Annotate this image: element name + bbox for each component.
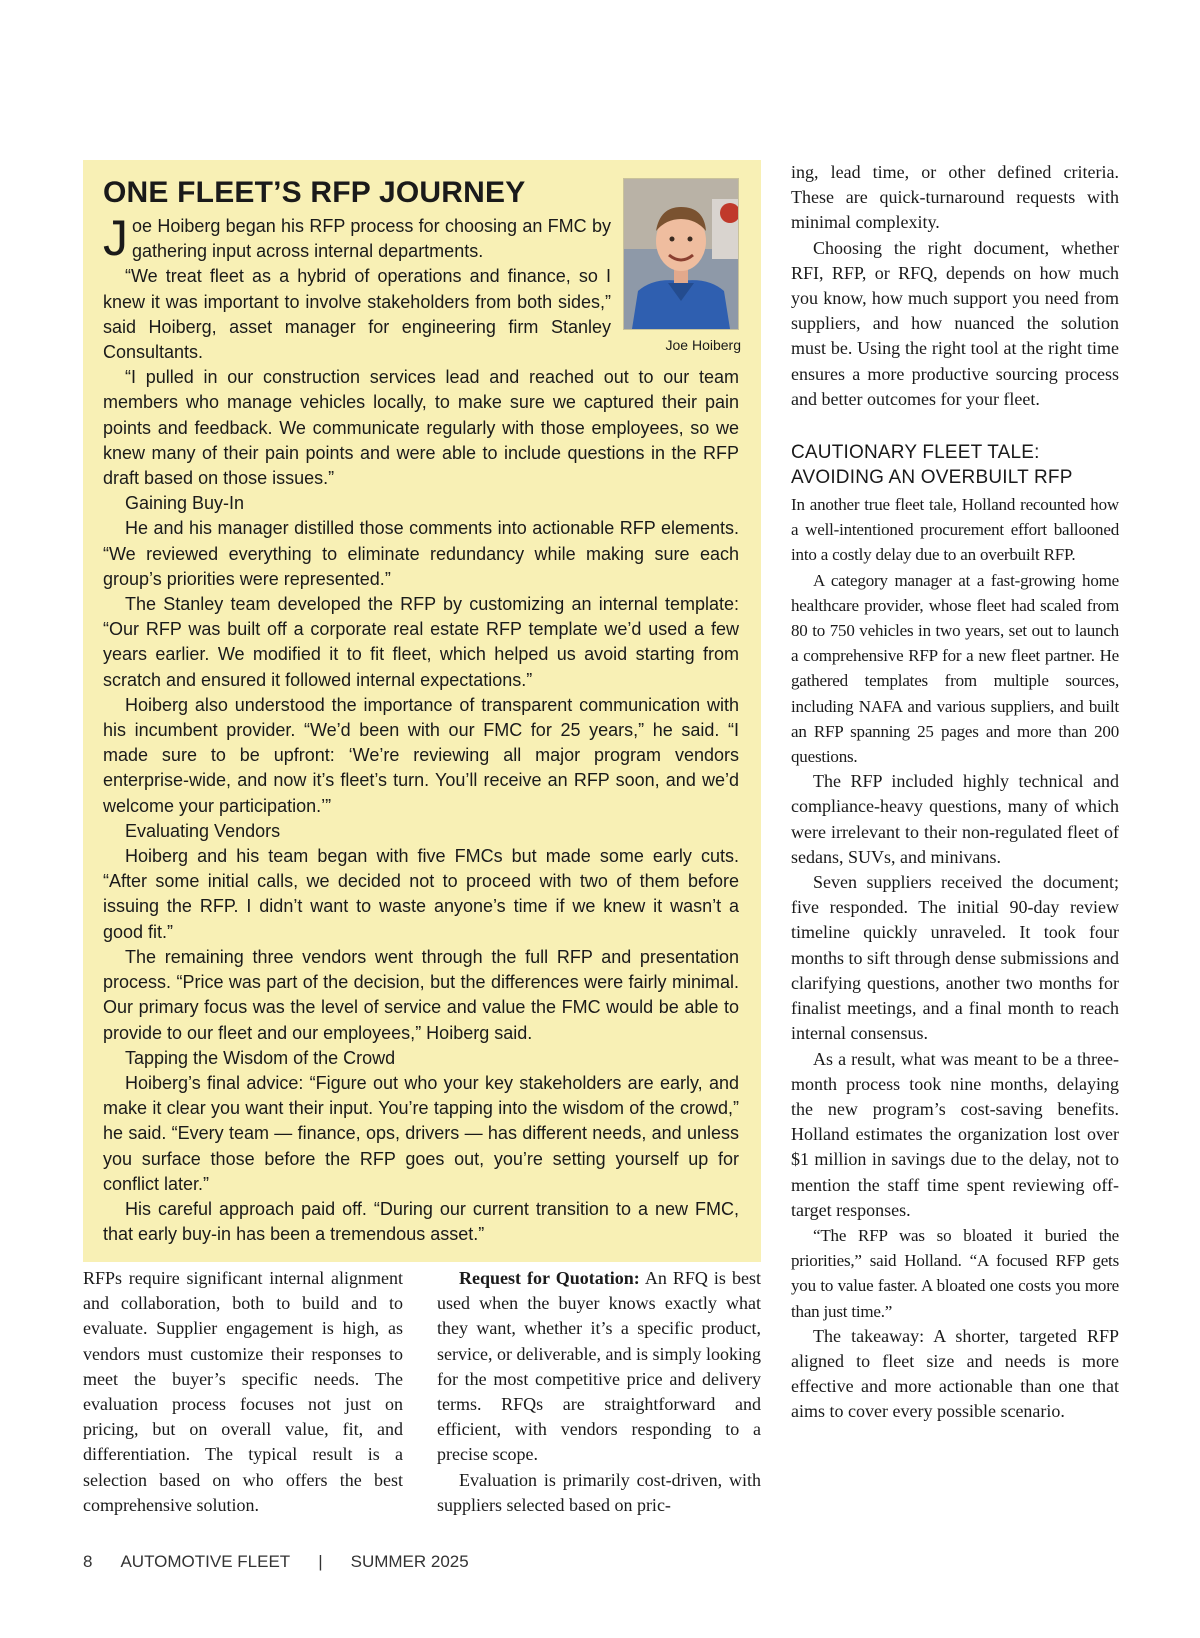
sidebar-subheading: Gaining Buy-In (125, 493, 245, 514)
body-paragraph: “The RFP was so bloated it buried the priorities,” said Holland. “A focused RFP gets you to value faster. A bloated one costs you more than just time.” (791, 1225, 1119, 1321)
photo-block (623, 178, 741, 354)
body-paragraph: Seven suppliers received the document; five responded. The initial 90-day review timeline quickly unraveled. It took four months to sift through dense submissions and clarifying questions, another two months for finalist meetings, and a final month to reach internal consensus. (791, 872, 1119, 1044)
photo-caption: Joe Hoiberg (665, 337, 741, 353)
body-paragraph: ing, lead time, or other defined criteria. These are quick-turnaround requests with minimal complexity. (791, 162, 1119, 233)
sidebar-subheading: Tapping the Wisdom of the Crowd (125, 1047, 396, 1068)
body-paragraph (437, 1266, 761, 1468)
sidebar-paragraph: His careful approach paid off. “During our current transition to a new FMC, that early buy-in has been a tremendous asset.” (103, 1198, 739, 1245)
drop-cap: J (103, 210, 128, 266)
sidebar-paragraph: Hoiberg also understood the importance of transparent communication with his incumbent provider. “We’d been with our FMC for 25 years,” he said. “I made sure to be upfront: ‘We’re reviewing all major program vendors enterprise-wide, and now it’s fleet’s turn. You’ll receive an RFP soon, and we’d welcome your participation.’” (103, 694, 739, 816)
body-paragraph: In another true fleet tale, Holland recounted how a well-intentioned procurement effort ballooned into a costly delay due to an overbuilt RFP. (791, 495, 1119, 565)
sidebar-paragraph: “I pulled in our construction services lead and reached out to our team members who manage vehicles locally, to make sure we captured their pain points and feedback. We communicate regularly with those employees, so we knew many of their pain points and were able to include questions in the RFP draft based on those issues.” (103, 367, 739, 489)
sidebar-paragraph: The Stanley team developed the RFP by customizing an internal template: “Our RFP was built off a corporate real estate RFP template we’d used a few years earlier. We modified it to fit fleet, which helped us avoid starting from scratch and ensured it followed internal expectations.” (103, 594, 739, 690)
sidebar-paragraph: The remaining three vendors went through the full RFP and presentation process. “Price was part of the decision, but the differences were fairly minimal. Our primary focus was the level of service and value the FMC would be able to provide to our fleet and our employees,” Hoiberg said. (103, 946, 739, 1043)
body-paragraph: The RFP included highly technical and compliance-heavy questions, many of which were irrelevant to their non-regulated fleet of sedans, SUVs, and minivans. (791, 771, 1119, 867)
sidebar-paragraph: Hoiberg and his team began with five FMCs but made some early cuts. “After some initial calls, we decided not to proceed with two of them before issuing the RFP. I didn’t want to waste anyone’s time if we knew it wasn’t a good fit.” (103, 846, 739, 942)
body-paragraph: The takeaway: A shorter, targeted RFP aligned to fleet size and needs is more effective and more actionable than one that aims to cover every possible scenario. (791, 1325, 1119, 1422)
body-paragraph: As a result, what was meant to be a three-month process took nine months, delaying the new program’s cost-saving benefits. Holland estimates the organization lost over $1 million in savings due to the delay, not to mention the staff time spent reviewing off-target responses. (791, 1048, 1119, 1220)
sidebar-paragraph-text: oe Hoiberg began his RFP process for choosing an FMC by gathering input across internal departments. (132, 216, 611, 262)
body-paragraph: A category manager at a fast-growing home healthcare provider, whose fleet had scaled from 80 to 750 vehicles in two years, set out to launch a comprehensive RFP for a new fleet partner. He gathered templates from multiple sources, including NAFA and various suppliers, and built an RFP spanning 25 pages and more than 200 questions. (791, 570, 1119, 767)
section-heading: CAUTIONARY FLEET TALE: AVOIDING AN OVERBUILT RFP (791, 442, 1073, 489)
sidebar-box (83, 160, 761, 1262)
page-footer (83, 1552, 497, 1572)
sidebar-paragraph: “We treat fleet as a hybrid of operations and finance, so I knew it was important to involve stakeholders from both sides,” said Hoiberg, asset manager for engineering firm Stanley Consultants. (103, 266, 611, 363)
page-number: 8 (83, 1552, 93, 1571)
sidebar-paragraph: He and his manager distilled those comments into actionable RFP elements. “We reviewed everything to eliminate redundancy while making sure each group’s priorities were represented.” (103, 518, 739, 589)
body-column-middle (437, 1266, 761, 1518)
body-paragraph-text: An RFQ is best used when the buyer knows exactly what they want, whether it’s a specific product, service, or deliverable, and is simply looking for the most competitive price and delivery terms. RFQs are straightforward and efficient, with vendors responding to a precise scope. (437, 1268, 761, 1465)
body-column-left (83, 1266, 403, 1518)
sidebar-title: ONE FLEET’S RFP JOURNEY (103, 176, 526, 209)
portrait-illustration (624, 179, 738, 329)
term-heading: Request for Quotation: (459, 1268, 640, 1288)
portrait-photo (623, 178, 739, 330)
body-paragraph: RFPs require significant internal alignment and collaboration, both to build and to evaluate. Supplier engagement is high, as vendors must customize their responses to meet the buyer’s specific needs. The evaluation process focuses not just on pricing, but on overall value, fit, and differentiation. The typical result is a selection based on who offers the best comprehensive solution. (83, 1268, 403, 1515)
sidebar-subheading: Evaluating Vendors (125, 820, 281, 841)
body-paragraph: Choosing the right document, whether RFI, RFP, or RFQ, depends on how much you know, how much support you need from suppliers, and how nuanced the solution must be. Using the right tool at the right time ensures a more productive sourcing process and better outcomes for your fleet. (791, 237, 1119, 409)
body-paragraph: Evaluation is primarily cost-driven, with suppliers selected based on pric- (437, 1469, 761, 1515)
footer-separator: | (318, 1552, 323, 1571)
sidebar-paragraph: Hoiberg’s final advice: “Figure out who your key stakeholders are early, and make it clear you want their input. You’re tapping into the wisdom of the crowd,” he said. “Every team — finance, ops, drivers — has different needs, and unless you surface those before the RFP goes out, you’re setting yourself up for conflict later.” (103, 1072, 739, 1194)
issue-date: SUMMER 2025 (350, 1552, 469, 1571)
publication-name: AUTOMOTIVE FLEET (120, 1552, 291, 1571)
body-column-right (791, 160, 1119, 1425)
